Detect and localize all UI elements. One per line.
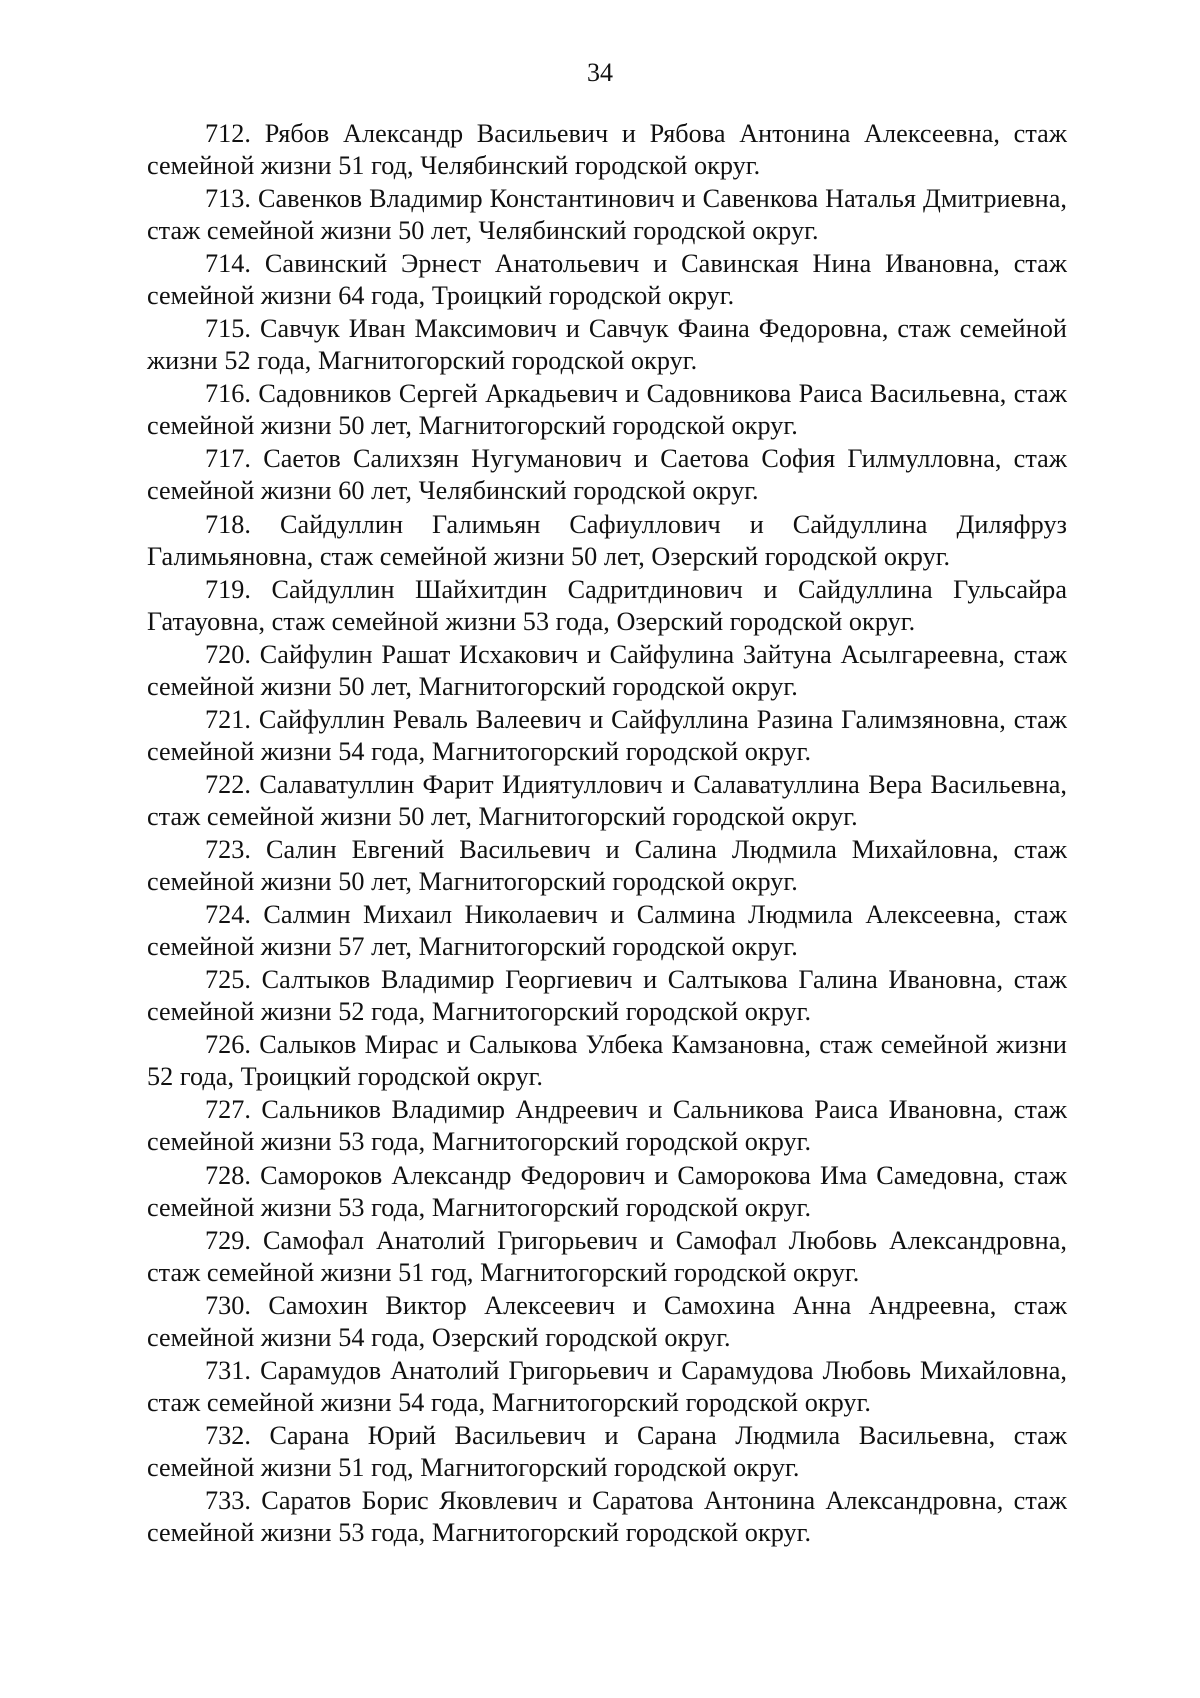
list-item: 719. Сайдуллин Шайхитдин Садритдинович и Сайдуллина Гульсайра Гатауовна, стаж семейной жизни 53 года, Озерский городской округ.: [147, 574, 1067, 636]
list-item: 733. Саратов Борис Яковлевич и Саратова Антонина Александровна, стаж семейной жизни 53 года, Магнитогорский городской округ.: [147, 1485, 1067, 1547]
list-item: 729. Самофал Анатолий Григорьевич и Самофал Любовь Александровна, стаж семейной жизни 51 год, Магнитогорский городской округ.: [147, 1225, 1067, 1287]
list-item: 712. Рябов Александр Васильевич и Рябова Антонина Алексеевна, стаж семейной жизни 51 год, Челябинский городской округ.: [147, 119, 1067, 180]
list-item: 726. Салыков Мирас и Салыкова Улбека Камзановна, стаж семейной жизни 52 года, Троицкий городской округ.: [147, 1030, 1067, 1092]
list-item: 713. Савенков Владимир Константинович и Савенкова Наталья Дмитриевна, стаж семейной жизни 50 лет, Челябинский городской округ.: [147, 184, 1067, 246]
list-item: 730. Самохин Виктор Алексеевич и Самохина Анна Андреевна, стаж семейной жизни 54 года, Озерский городской округ.: [147, 1290, 1067, 1352]
list-item: 722. Салаватуллин Фарит Идиятуллович и Салаватуллина Вера Васильевна, стаж семейной жизни 50 лет, Магнитогорский городской округ.: [147, 769, 1067, 831]
list-item: 724. Салмин Михаил Николаевич и Салмина Людмила Алексеевна, стаж семейной жизни 57 лет, Магнитогорский городской округ.: [147, 900, 1067, 962]
page-number: 34: [587, 58, 613, 87]
list-item: 715. Савчук Иван Максимович и Савчук Фаина Федоровна, стаж семейной жизни 52 года, Магнитогорский городской округ.: [147, 314, 1067, 376]
list-item: 716. Садовников Сергей Аркадьевич и Садовникова Раиса Васильевна, стаж семейной жизни 50 лет, Магнитогорский городской округ.: [147, 379, 1067, 441]
list-item: 720. Сайфулин Рашат Исхакович и Сайфулина Зайтуна Асылгареевна, стаж семейной жизни 50 лет, Магнитогорский городской округ.: [147, 639, 1067, 701]
list-item: 723. Салин Евгений Васильевич и Салина Людмила Михайловна, стаж семейной жизни 50 лет, Магнитогорский городской округ.: [147, 835, 1067, 897]
list-item: 727. Сальников Владимир Андреевич и Сальникова Раиса Ивановна, стаж семейной жизни 53 года, Магнитогорский городской округ.: [147, 1095, 1067, 1157]
list-item: 721. Сайфуллин Реваль Валеевич и Сайфуллина Разина Галимзяновна, стаж семейной жизни 54 года, Магнитогорский городской округ.: [147, 704, 1067, 766]
list-item: 714. Савинский Эрнест Анатольевич и Савинская Нина Ивановна, стаж семейной жизни 64 года, Троицкий городской округ.: [147, 249, 1067, 311]
list-item: 725. Салтыков Владимир Георгиевич и Салтыкова Галина Ивановна, стаж семейной жизни 52 года, Магнитогорский городской округ.: [147, 965, 1067, 1027]
list-item: 717. Саетов Салихзян Нугуманович и Саетова София Гилмулловна, стаж семейной жизни 60 лет, Челябинский городской округ.: [147, 444, 1067, 506]
list-item: 718. Сайдуллин Галимьян Сафиуллович и Сайдуллина Диляфруз Галимьяновна, стаж семейной жизни 50 лет, Озерский городской округ.: [147, 509, 1067, 571]
list-item: 732. Сарана Юрий Васильевич и Сарана Людмила Васильевна, стаж семейной жизни 51 год, Магнитогорский городской округ.: [147, 1420, 1067, 1482]
entry-list: [147, 118, 1067, 1550]
list-item: 728. Самороков Александр Федорович и Саморокова Има Самедовна, стаж семейной жизни 53 года, Магнитогорский городской округ.: [147, 1160, 1067, 1222]
list-item: 731. Сарамудов Анатолий Григорьевич и Сарамудова Любовь Михайловна, стаж семейной жизни 54 года, Магнитогорский городской округ.: [147, 1355, 1067, 1417]
